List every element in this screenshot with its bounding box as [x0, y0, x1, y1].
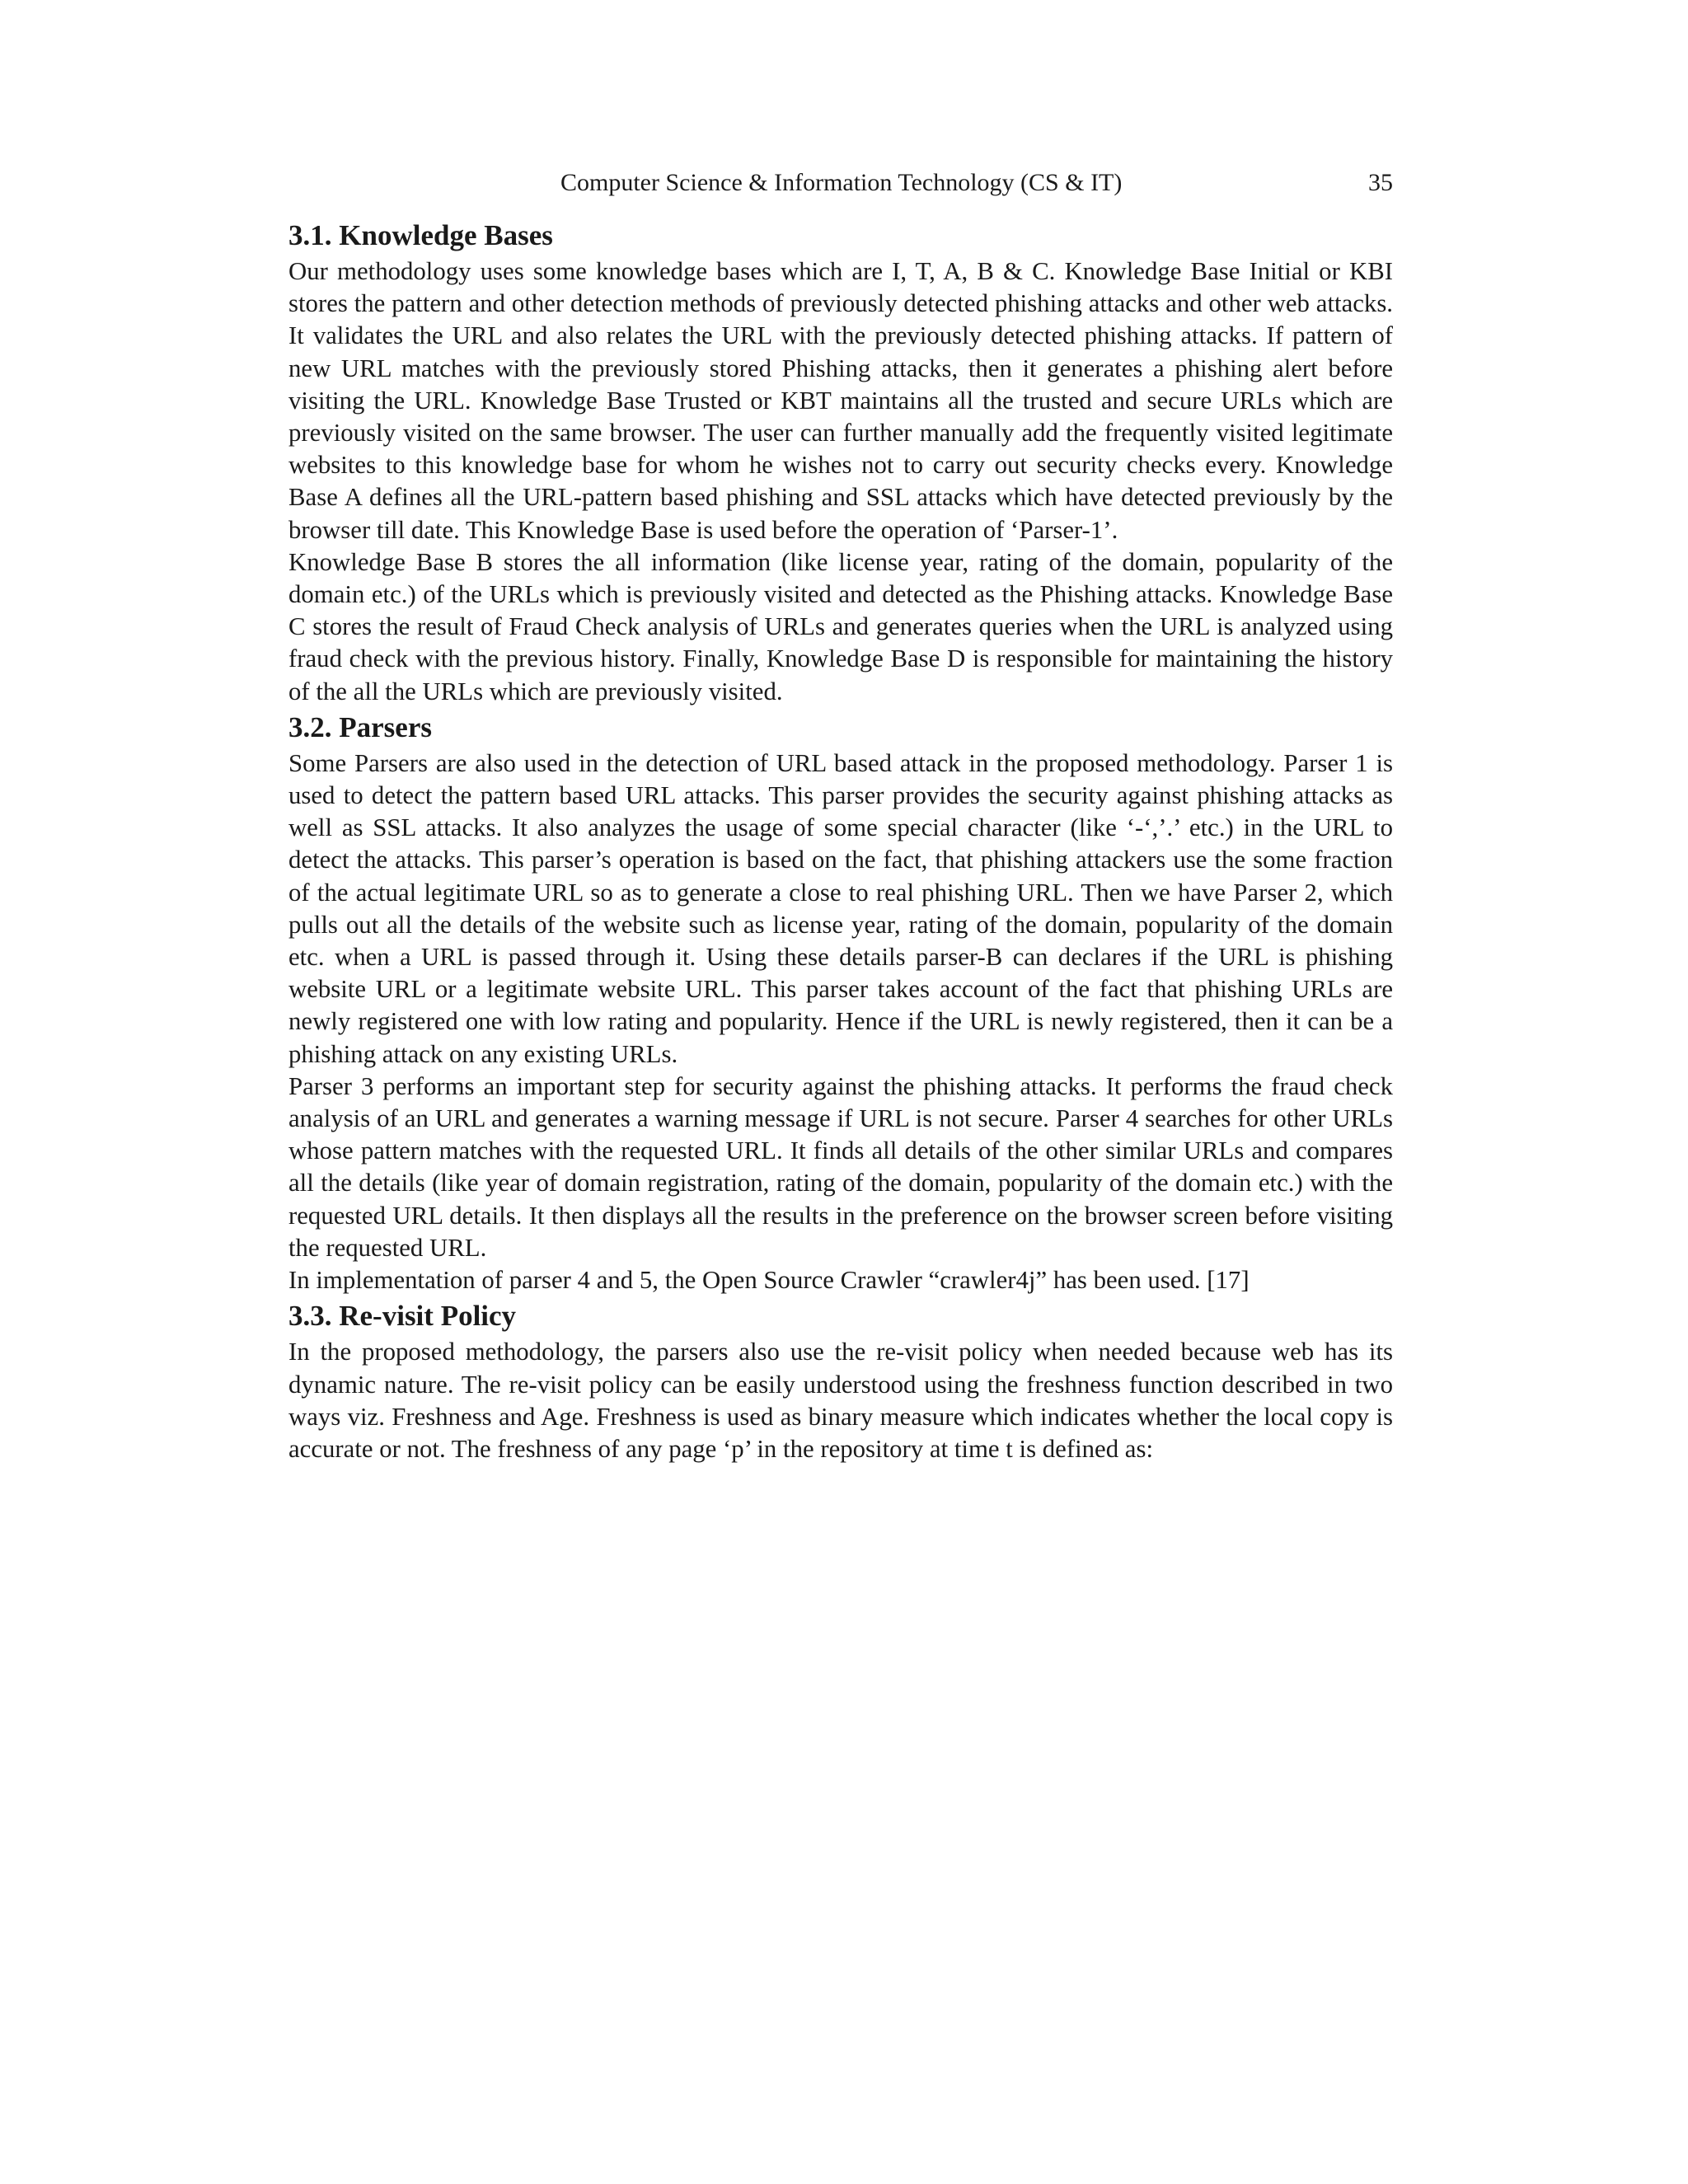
section-heading-knowledge-bases: 3.1. Knowledge Bases: [288, 219, 553, 251]
paragraph: Knowledge Base B stores the all information (like license year, rating of the domain, popularity of the domain etc.) of the URLs which is previously visited and detected as the Phishing attacks. Knowledge Base C stores the result of Fraud Check analysis of URLs and generates queries when the URL is analyzed using fraud check with the previous history. Finally, Knowledge Base D is responsible for maintaining the history of the all the URLs which are previously visited.: [288, 547, 1393, 705]
running-header: Computer Science & Information Technology (CS & IT): [560, 169, 1123, 196]
section-heading-parsers: 3.2. Parsers: [288, 710, 432, 743]
paragraph: Parser 3 performs an important step for security against the phishing attacks. It performs the fraud check analysis of an URL and generates a warning message if URL is not secure. Parser 4 searches for other URLs whose pattern matches with the requested URL. It finds all details of the other similar URLs and compares all the details (like year of domain registration, rating of the domain, popularity of the domain etc.) with the requested URL details. It then displays all the results in the preference on the browser screen before visiting the requested URL.: [288, 1071, 1393, 1262]
paragraph: Our methodology uses some knowledge bases which are I, T, A, B & C. Knowledge Base Initial or KBI stores the pattern and other detection methods of previously detected phishing attacks and other web attacks. It validates the URL and also relates the URL with the previously detected phishing attacks. If pattern of new URL matches with the previously stored Phishing attacks, then it generates a phishing alert before visiting the URL. Knowledge Base Trusted or KBT maintains all the trusted and secure URLs which are previously visited on the same browser. The user can further manually add the frequently visited legitimate websites to this knowledge base for whom he wishes not to carry out security checks every. Knowledge Base A defines all the URL-pattern based phishing and SSL attacks which have detected previously by the browser till date. This Knowledge Base is used before the operation of ‘Parser-1’.: [288, 257, 1393, 544]
section-heading-revisit-policy: 3.3. Re-visit Policy: [288, 1300, 517, 1333]
paragraph: In the proposed methodology, the parsers also use the re-visit policy when needed because web has its dynamic nature. The re-visit policy can be easily understood using the freshness function described in two ways viz. Freshness and Age. Freshness is used as binary measure which indicates whether the local copy is accurate or not. The freshness of any page ‘p’ in the repository at time t is defined as:: [288, 1338, 1393, 1463]
page-number: 35: [1368, 169, 1393, 196]
paragraph: In implementation of parser 4 and 5, the Open Source Crawler “crawler4j” has been used. [17]: [288, 1266, 1250, 1295]
main-content: [288, 216, 1393, 1465]
paragraph: Some Parsers are also used in the detection of URL based attack in the proposed methodology. Parser 1 is used to detect the pattern based URL attacks. This parser provides the security against phishing attacks as well as SSL attacks. It also analyzes the usage of some special character (like ‘-‘,’.’ etc.) in the URL to detect the attacks. This parser’s operation is based on the fact, that phishing attackers use the some fraction of the actual legitimate URL so as to generate a close to real phishing URL. Then we have Parser 2, which pulls out all the details of the website such as license year, rating of the domain, popularity of the domain etc. when a URL is passed through it. Using these details parser-B can declares if the URL is phishing website URL or a legitimate website URL. This parser takes account of the fact that phishing URLs are newly registered one with low rating and popularity. Hence if the URL is newly registered, then it can be a phishing attack on any existing URLs.: [288, 748, 1393, 1068]
